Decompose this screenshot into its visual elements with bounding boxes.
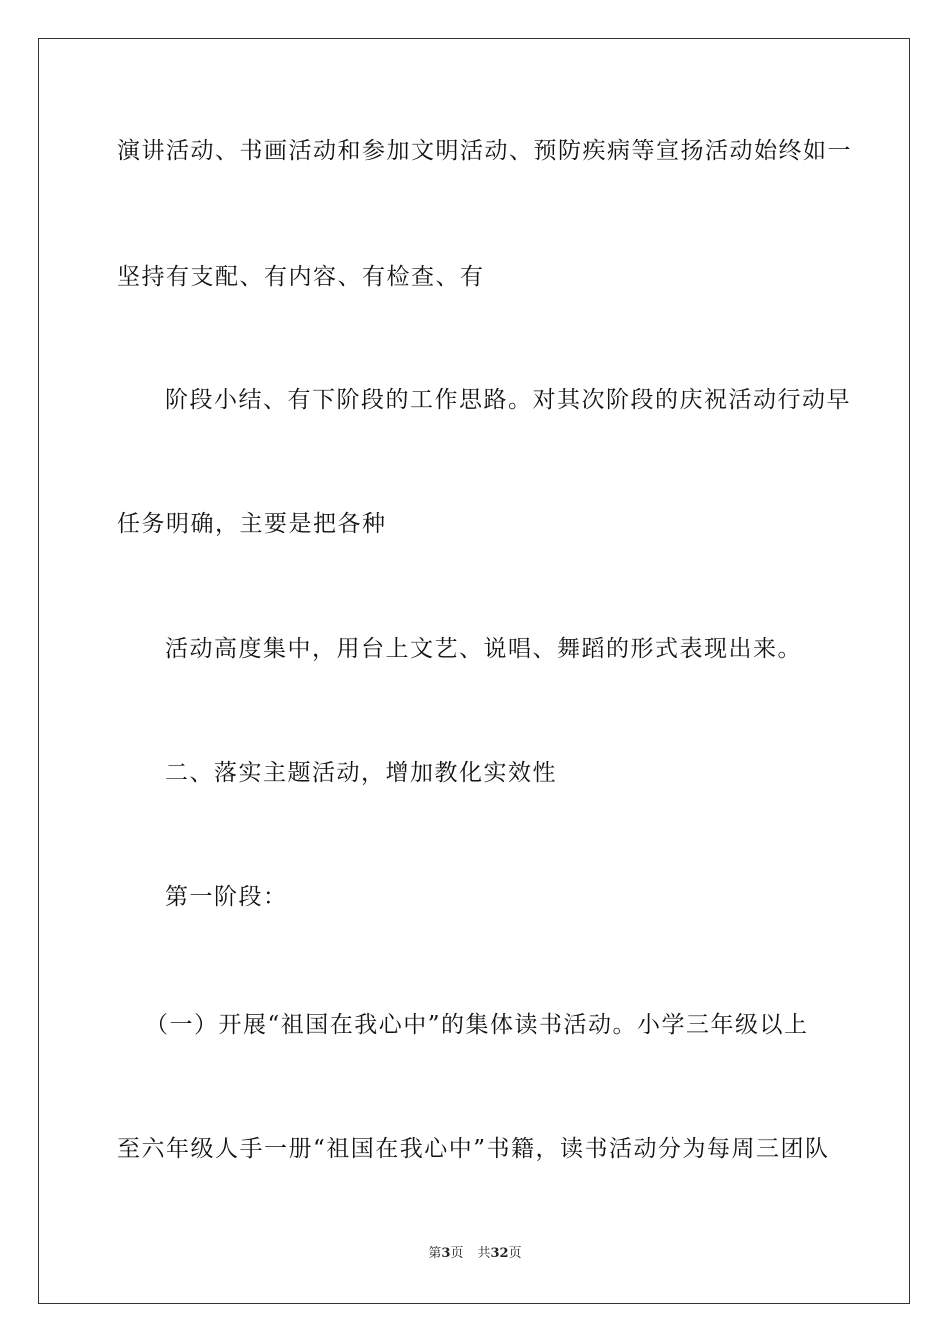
- body-text-line-8: （一）开展“祖国在我心中”的集体读书活动。小学三年级以上: [145, 1012, 809, 1038]
- body-text-line-4: 任务明确，主要是把各种: [117, 511, 387, 537]
- total-prefix: 共: [477, 1246, 491, 1261]
- body-text-line-5: 活动高度集中，用台上文艺、说唱、舞蹈的形式表现出来。: [165, 636, 802, 662]
- body-text-line-9: 至六年级人手一册“祖国在我心中”书籍，读书活动分为每周三团队: [117, 1136, 830, 1162]
- page-border: [38, 38, 910, 1304]
- page-number: 3: [441, 1246, 451, 1261]
- body-text-line-1: 演讲活动、书画活动和参加文明活动、预防疾病等宣扬活动始终如一: [117, 138, 852, 164]
- stage-heading: 第一阶段：: [165, 884, 288, 910]
- page-suffix: 页: [450, 1246, 464, 1261]
- section-heading: 二、落实主题活动，增加教化实效性: [165, 760, 557, 786]
- page-prefix: 第: [428, 1246, 442, 1261]
- total-suffix: 页: [508, 1246, 522, 1261]
- body-text-line-3: 阶段小结、有下阶段的工作思路。对其次阶段的庆祝活动行动早: [165, 387, 851, 413]
- page-footer: [0, 1246, 950, 1262]
- total-pages: 32: [490, 1246, 509, 1261]
- body-text-line-2: 坚持有支配、有内容、有检查、有: [117, 264, 485, 290]
